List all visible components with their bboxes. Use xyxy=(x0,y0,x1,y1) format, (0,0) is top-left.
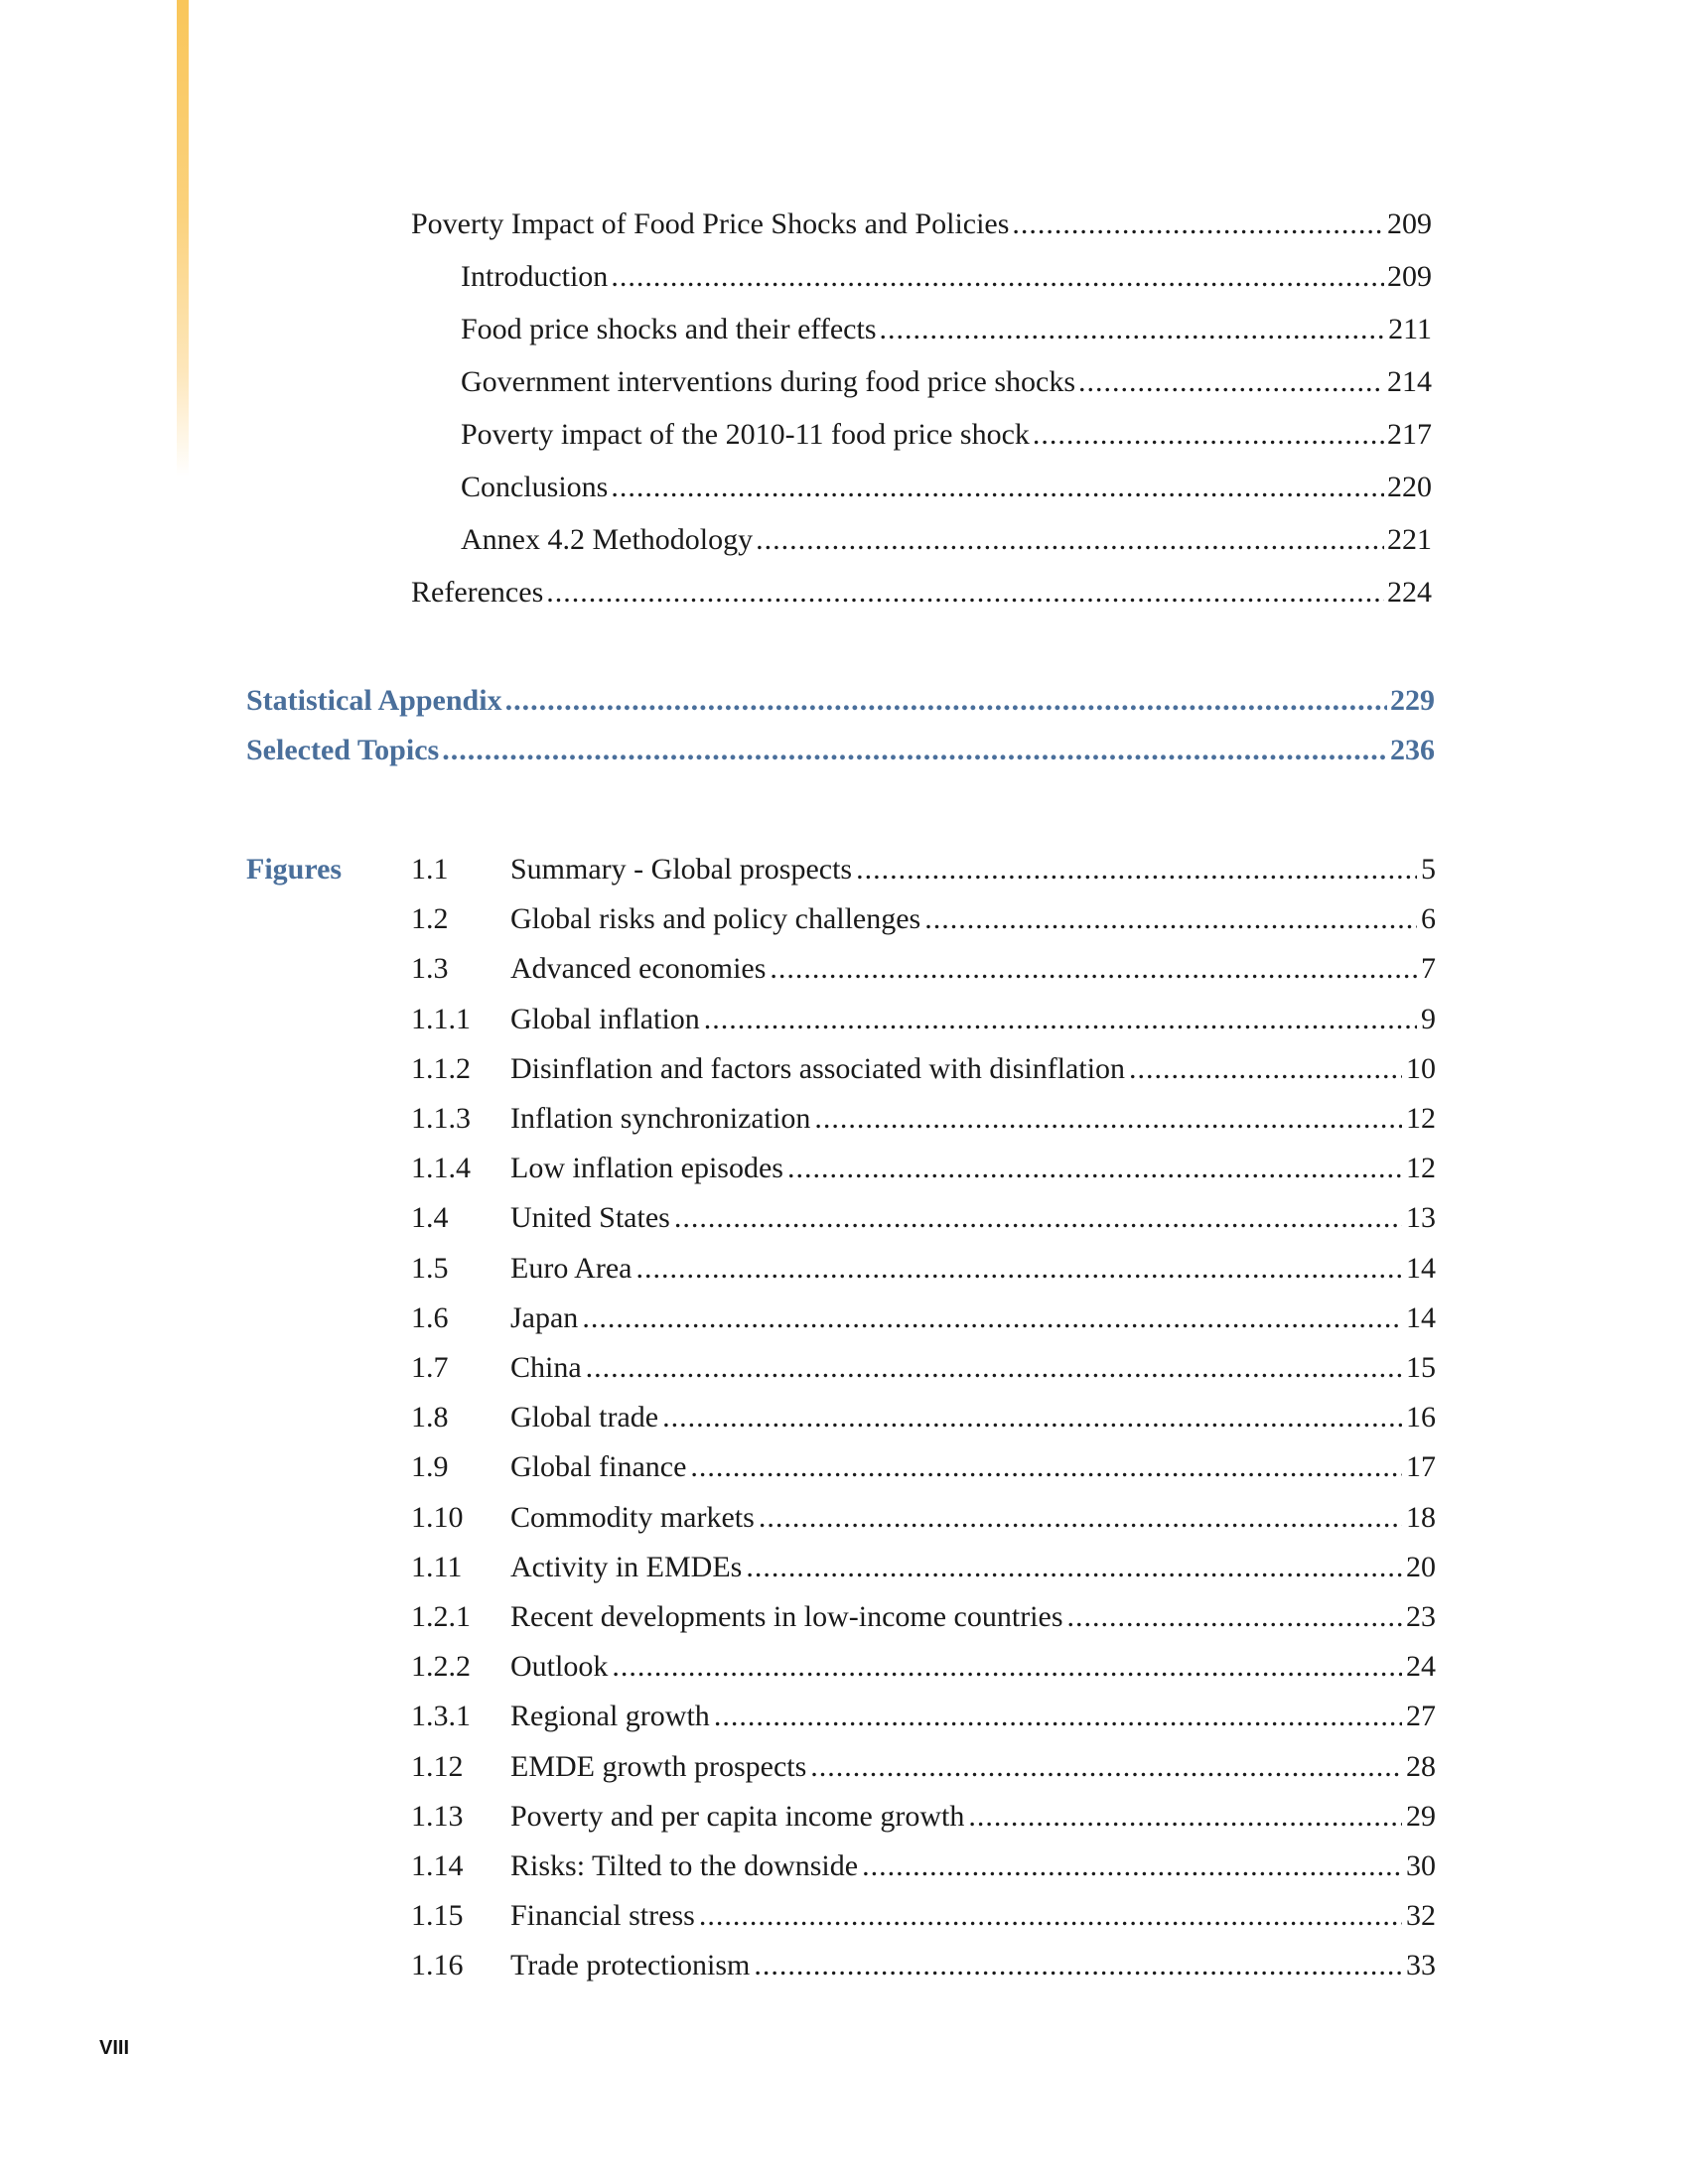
figure-entry[interactable] xyxy=(411,1649,1436,1685)
figure-number: 1.14 xyxy=(411,1849,464,1882)
dot-leader xyxy=(505,683,1387,719)
figure-entry[interactable] xyxy=(411,1350,1436,1386)
figure-page: 6 xyxy=(1421,902,1436,935)
figure-number: 1.1.3 xyxy=(411,1102,471,1135)
dot-leader xyxy=(546,575,1384,611)
figure-entry[interactable] xyxy=(411,1051,1436,1087)
dot-leader xyxy=(814,1101,1402,1137)
dot-leader xyxy=(862,1848,1402,1884)
figure-title: Disinflation and factors associated with disinflation xyxy=(510,1052,1126,1085)
toc-entry-heading[interactable] xyxy=(411,206,1432,242)
toc-entry-page: 211 xyxy=(1388,313,1432,345)
figure-number: 1.16 xyxy=(411,1949,464,1981)
toc-entry-label: Statistical Appendix xyxy=(246,684,502,717)
figure-entry[interactable] xyxy=(411,1200,1436,1236)
toc-entry-page: 209 xyxy=(1387,260,1432,293)
figure-number: 1.1.4 xyxy=(411,1152,471,1184)
toc-entry[interactable] xyxy=(461,259,1432,295)
figure-page: 7 xyxy=(1421,952,1436,985)
figure-title: Global finance xyxy=(510,1450,687,1483)
figure-number: 1.9 xyxy=(411,1450,449,1483)
dot-leader xyxy=(690,1449,1402,1485)
figure-title: Global risks and policy challenges xyxy=(510,902,921,935)
dot-leader xyxy=(635,1251,1402,1287)
figure-title: Inflation synchronization xyxy=(510,1102,811,1135)
dot-leader xyxy=(714,1699,1402,1734)
figure-entry[interactable] xyxy=(411,1500,1436,1536)
figure-entry[interactable] xyxy=(411,852,1436,887)
figure-title: Risks: Tilted to the downside xyxy=(510,1849,859,1882)
dot-leader xyxy=(787,1151,1402,1186)
dot-leader xyxy=(810,1749,1402,1785)
dot-leader xyxy=(770,951,1417,987)
toc-entry-label: Introduction xyxy=(461,260,609,293)
toc-entry-selected-topics[interactable] xyxy=(246,733,1435,768)
figure-page: 23 xyxy=(1406,1600,1436,1633)
figure-page: 15 xyxy=(1406,1351,1436,1384)
figure-page: 10 xyxy=(1406,1052,1436,1085)
figure-page: 17 xyxy=(1406,1450,1436,1483)
dot-leader xyxy=(674,1200,1402,1236)
figure-entry[interactable] xyxy=(411,1400,1436,1435)
dot-leader xyxy=(1067,1599,1402,1635)
figure-number: 1.1.1 xyxy=(411,1003,471,1035)
figure-entry[interactable] xyxy=(411,1449,1436,1485)
figure-entry[interactable] xyxy=(411,1799,1436,1835)
dot-leader xyxy=(754,1948,1402,1983)
figure-page: 27 xyxy=(1406,1700,1436,1732)
dot-leader xyxy=(586,1350,1402,1386)
toc-entry-page: 214 xyxy=(1387,365,1432,398)
dot-leader xyxy=(1033,417,1384,453)
dot-leader xyxy=(756,522,1384,558)
figure-entry[interactable] xyxy=(411,1251,1436,1287)
figure-entry[interactable] xyxy=(411,951,1436,987)
figure-number: 1.4 xyxy=(411,1201,449,1234)
toc-entry-label: Annex 4.2 Methodology xyxy=(461,523,754,556)
figure-number: 1.2.2 xyxy=(411,1650,471,1683)
dot-leader xyxy=(699,1898,1402,1934)
toc-entry-label: Conclusions xyxy=(461,471,609,503)
figure-number: 1.1.2 xyxy=(411,1052,471,1085)
figure-number: 1.3 xyxy=(411,952,449,985)
figure-entry[interactable] xyxy=(411,1699,1436,1734)
figure-title: Activity in EMDEs xyxy=(510,1551,743,1583)
figure-page: 20 xyxy=(1406,1551,1436,1583)
figure-number: 1.2 xyxy=(411,902,449,935)
figure-page: 30 xyxy=(1406,1849,1436,1882)
toc-entry-label: Government interventions during food price shocks xyxy=(461,365,1076,398)
figure-page: 12 xyxy=(1406,1152,1436,1184)
dot-leader xyxy=(1078,364,1384,400)
toc-entry-page: 217 xyxy=(1387,418,1432,451)
dot-leader xyxy=(880,312,1386,347)
dot-leader xyxy=(582,1300,1402,1336)
figure-number: 1.15 xyxy=(411,1899,464,1932)
figure-title: United States xyxy=(510,1201,670,1234)
figure-page: 14 xyxy=(1406,1252,1436,1285)
figure-entry[interactable] xyxy=(411,1848,1436,1884)
figure-entry[interactable] xyxy=(411,1300,1436,1336)
dot-leader xyxy=(704,1002,1417,1037)
figure-number: 1.1 xyxy=(411,853,449,886)
figure-page: 14 xyxy=(1406,1301,1436,1334)
figure-entry[interactable] xyxy=(411,1948,1436,1983)
toc-entry-label: References xyxy=(411,576,544,609)
dot-leader xyxy=(759,1500,1402,1536)
dot-leader xyxy=(968,1799,1402,1835)
figure-title: Euro Area xyxy=(510,1252,633,1285)
figure-page: 12 xyxy=(1406,1102,1436,1135)
figure-title: Global inflation xyxy=(510,1003,700,1035)
figure-number: 1.10 xyxy=(411,1501,464,1534)
figure-entry[interactable] xyxy=(411,1002,1436,1037)
figure-page: 16 xyxy=(1406,1401,1436,1433)
figure-number: 1.11 xyxy=(411,1551,463,1583)
figure-page: 29 xyxy=(1406,1800,1436,1833)
toc-entry-references[interactable] xyxy=(411,575,1432,611)
toc-entry-page: 224 xyxy=(1387,576,1432,609)
figure-page: 28 xyxy=(1406,1750,1436,1783)
figure-title: Outlook xyxy=(510,1650,609,1683)
toc-entry-page: 236 xyxy=(1390,734,1435,766)
figure-entry[interactable] xyxy=(411,1898,1436,1934)
toc-entry-label: Poverty impact of the 2010-11 food price shock xyxy=(461,418,1030,451)
toc-entry[interactable] xyxy=(461,417,1432,453)
figure-number: 1.5 xyxy=(411,1252,449,1285)
dot-leader xyxy=(856,852,1417,887)
figure-number: 1.2.1 xyxy=(411,1600,471,1633)
figure-page: 32 xyxy=(1406,1899,1436,1932)
figures-heading: Figures xyxy=(246,853,343,886)
figure-title: China xyxy=(510,1351,582,1384)
toc-entry[interactable] xyxy=(461,470,1432,505)
figure-title: Low inflation episodes xyxy=(510,1152,783,1184)
toc-entry-page: 220 xyxy=(1387,471,1432,503)
figure-title: Advanced economies xyxy=(510,952,767,985)
toc-entry[interactable] xyxy=(461,364,1432,400)
figure-number: 1.7 xyxy=(411,1351,449,1384)
figure-title: EMDE growth prospects xyxy=(510,1750,807,1783)
toc-entry-page: 229 xyxy=(1390,684,1435,717)
dot-leader xyxy=(611,470,1384,505)
figure-entry[interactable] xyxy=(411,1599,1436,1635)
figure-number: 1.8 xyxy=(411,1401,449,1433)
figure-page: 9 xyxy=(1421,1003,1436,1035)
figure-title: Commodity markets xyxy=(510,1501,755,1534)
dot-leader xyxy=(612,1649,1402,1685)
dot-leader xyxy=(1012,206,1384,242)
figure-title: Summary - Global prospects xyxy=(510,853,853,886)
figure-page: 24 xyxy=(1406,1650,1436,1683)
figure-page: 33 xyxy=(1406,1949,1436,1981)
dot-leader xyxy=(611,259,1384,295)
dot-leader xyxy=(746,1550,1402,1585)
page-number: VIII xyxy=(99,2037,130,2059)
toc-entry-page: 209 xyxy=(1387,207,1432,240)
dot-leader xyxy=(662,1400,1402,1435)
dot-leader xyxy=(442,733,1387,768)
dot-leader xyxy=(1129,1051,1402,1087)
figure-title: Recent developments in low-income countries xyxy=(510,1600,1063,1633)
figure-page: 5 xyxy=(1421,853,1436,886)
figure-entry[interactable] xyxy=(411,1101,1436,1137)
toc-entry[interactable] xyxy=(461,312,1432,347)
figure-title: Global trade xyxy=(510,1401,659,1433)
figure-title: Poverty and per capita income growth xyxy=(510,1800,965,1833)
toc-entry-page: 221 xyxy=(1387,523,1432,556)
dot-leader xyxy=(924,901,1417,937)
figure-number: 1.6 xyxy=(411,1301,449,1334)
figure-title: Trade protectionism xyxy=(510,1949,751,1981)
figure-entry[interactable] xyxy=(411,901,1436,937)
toc-entry-label: Food price shocks and their effects xyxy=(461,313,877,345)
figure-number: 1.3.1 xyxy=(411,1700,471,1732)
toc-entry-label: Selected Topics xyxy=(246,734,440,766)
figure-entry[interactable] xyxy=(411,1151,1436,1186)
figure-page: 18 xyxy=(1406,1501,1436,1534)
figure-title: Regional growth xyxy=(510,1700,710,1732)
figure-number: 1.12 xyxy=(411,1750,464,1783)
figure-entry[interactable] xyxy=(411,1749,1436,1785)
toc-entry-label: Poverty Impact of Food Price Shocks and Policies xyxy=(411,207,1010,240)
figure-entry[interactable] xyxy=(411,1550,1436,1585)
toc-entry-statistical-appendix[interactable] xyxy=(246,683,1435,719)
figure-page: 13 xyxy=(1406,1201,1436,1234)
toc-entry[interactable] xyxy=(461,522,1432,558)
figure-title: Japan xyxy=(510,1301,579,1334)
accent-bar xyxy=(177,0,189,477)
figure-title: Financial stress xyxy=(510,1899,695,1932)
figure-number: 1.13 xyxy=(411,1800,464,1833)
